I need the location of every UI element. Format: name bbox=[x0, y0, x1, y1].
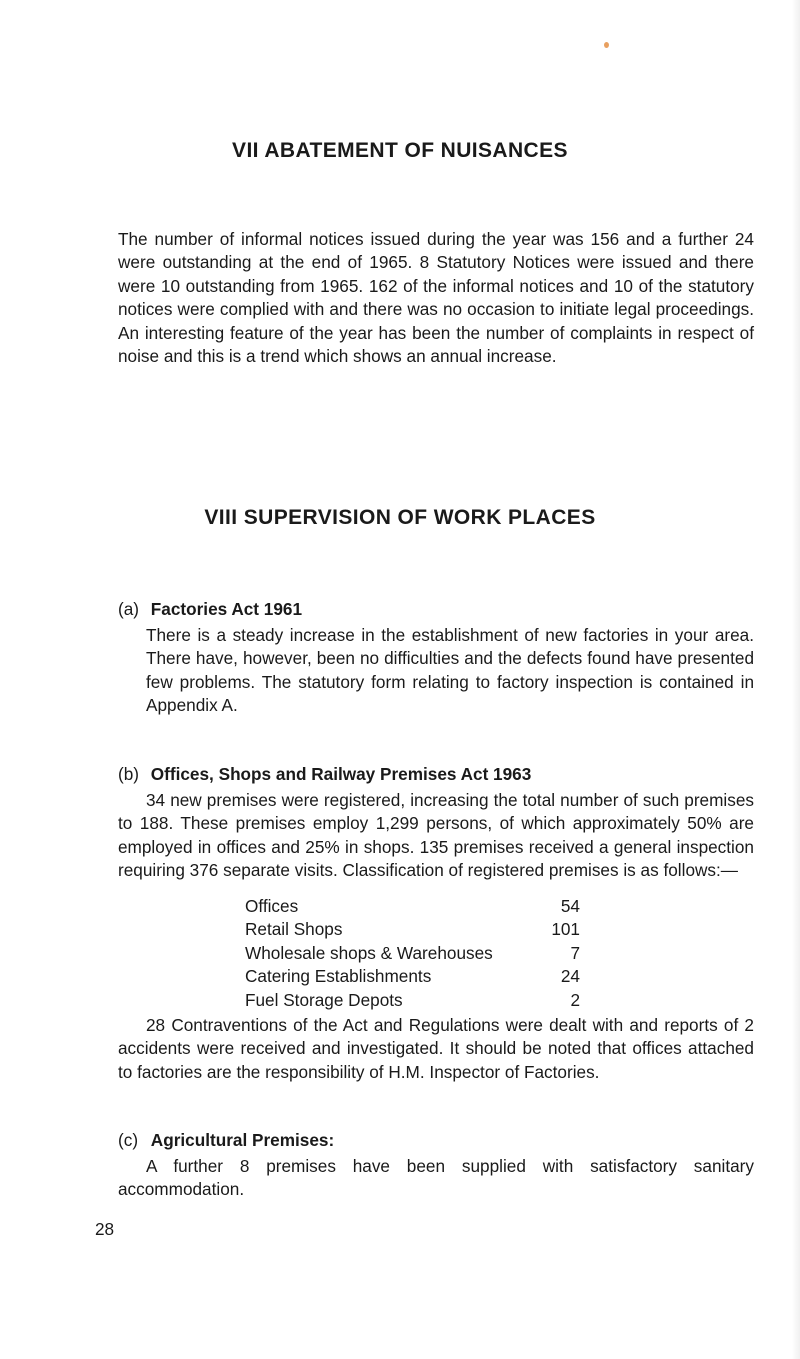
classification-name: Retail Shops bbox=[245, 919, 343, 940]
classification-count: 101 bbox=[551, 919, 580, 940]
classification-row bbox=[245, 942, 580, 965]
page-edge-shadow bbox=[792, 0, 800, 1359]
classification-count: 2 bbox=[570, 989, 580, 1010]
classification-name: Wholesale shops & Warehouses bbox=[245, 942, 493, 963]
classification-table bbox=[245, 895, 580, 1012]
subsection-b-header bbox=[118, 763, 758, 786]
paper-speck bbox=[604, 42, 609, 48]
subsection-b-body-2: 28 Contraventions of the Act and Regulations were dealt with and reports of 2 accidents were received and investigated. It should be noted that offices attached to factories are the responsibility of H.M. Inspector of Factories. bbox=[118, 1015, 754, 1082]
subsection-a-body: There is a steady increase in the establishment of new factories in your area. There have, however, been no difficulties and the defects found have presented few problems. The statutory form relating to factory inspection is contained in Appendix A. bbox=[146, 625, 754, 716]
subsection-c-header bbox=[118, 1129, 758, 1152]
classification-name: Catering Establishments bbox=[245, 966, 432, 987]
classification-name: Offices bbox=[245, 896, 299, 916]
page-number: 28 bbox=[95, 1219, 115, 1239]
subsection-b-body: 34 new premises were registered, increasing the total number of such premises to 188. These premises employ 1,299 persons, of which approximately 50% are employed in offices and 25% in shops. 135 premises received a general inspection requiring 376 separate visits. Classification of registered premises is as follows:— bbox=[118, 790, 754, 881]
classification-row bbox=[245, 918, 580, 941]
subsection-b-label: (b) bbox=[118, 764, 140, 784]
classification-row bbox=[245, 965, 580, 988]
classification-count: 7 bbox=[570, 942, 580, 963]
classification-count: 24 bbox=[560, 966, 580, 987]
subsection-c-body: A further 8 premises have been supplied with satisfactory sanitary accommodation. bbox=[118, 1156, 754, 1200]
section-7-heading: VII ABATEMENT OF NUISANCES bbox=[232, 139, 568, 162]
subsection-a-label: (a) bbox=[118, 599, 140, 619]
classification-name: Fuel Storage Depots bbox=[245, 989, 403, 1010]
subsection-c-label: (c) bbox=[118, 1130, 139, 1150]
classification-row bbox=[245, 989, 580, 1012]
subsection-c-title: Agricultural Premises: bbox=[150, 1130, 335, 1150]
classification-count: 54 bbox=[560, 896, 580, 916]
classification-row bbox=[245, 895, 580, 918]
subsection-a-title: Factories Act 1961 bbox=[150, 599, 303, 619]
subsection-b-title: Offices, Shops and Railway Premises Act 1963 bbox=[150, 764, 532, 784]
subsection-a-header bbox=[118, 598, 758, 621]
section-7-body: The number of informal notices issued during the year was 156 and a further 24 were outstanding at the end of 1965. 8 Statutory Notices were issued and there were 10 outstanding from 1965. 162 of the informal notices and 10 of the statutory notices were complied with and there was no occasion to initiate legal proceedings. An interesting feature of the year has been the number of complaints in respect of noise and this is a trend which shows an annual increase. bbox=[118, 229, 754, 367]
section-8-heading: VIII SUPERVISION OF WORK PLACES bbox=[204, 506, 596, 529]
